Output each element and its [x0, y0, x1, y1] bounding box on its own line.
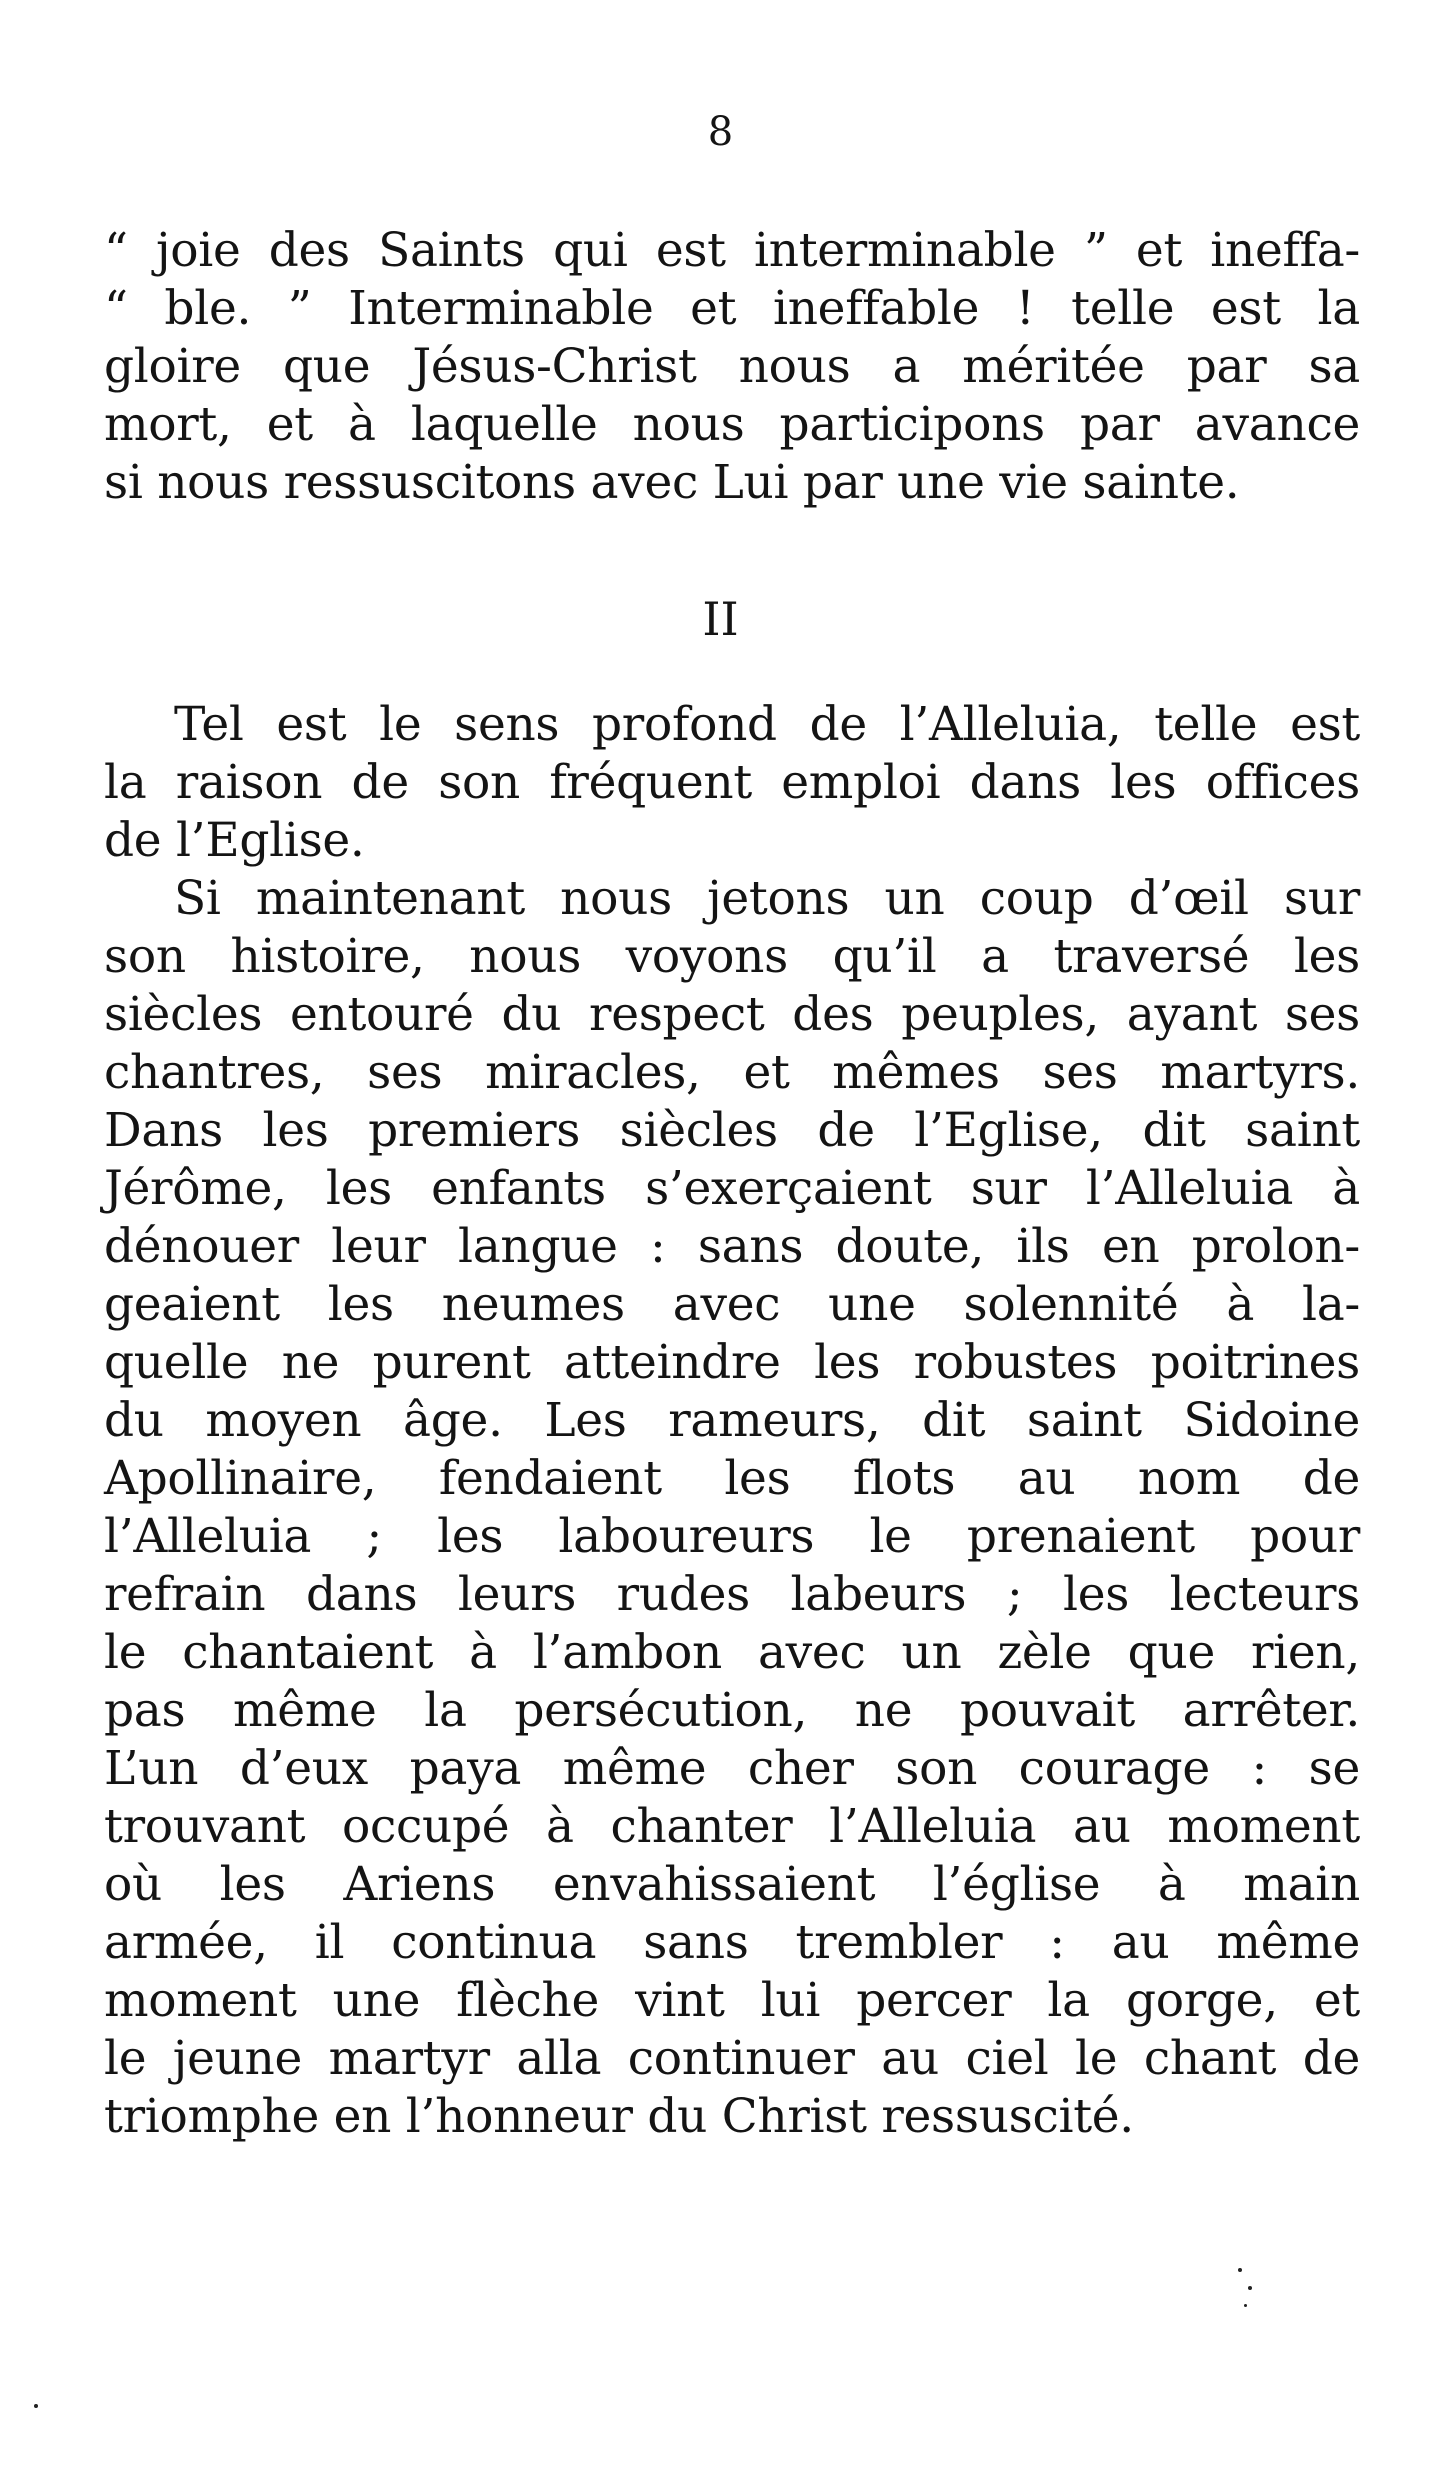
- body-text: [104, 696, 1360, 2146]
- print-speck: [1248, 2286, 1252, 2290]
- text-line: siècles entouré du respect des peuples, ayant ses: [104, 987, 1360, 1042]
- text-line: triomphe en l’honneur du Christ ressuscité.: [104, 2089, 1134, 2144]
- text-line: Dans les premiers siècles de l’Eglise, dit saint: [104, 1103, 1360, 1158]
- text-line: son histoire, nous voyons qu’il a traversé les: [104, 929, 1360, 984]
- text-line: du moyen âge. Les rameurs, dit saint Sidoine: [104, 1393, 1360, 1448]
- print-speck: [34, 2404, 38, 2408]
- text-line: si nous ressuscitons avec Lui par une vie sainte.: [104, 455, 1240, 510]
- paragraph-continuation: [104, 222, 1360, 512]
- text-line: quelle ne purent atteindre les robustes poitrines: [104, 1335, 1360, 1390]
- text-line: dénouer leur langue : sans doute, ils en prolon-: [104, 1219, 1360, 1274]
- text-line: de l’Eglise.: [104, 813, 365, 868]
- text-line: “ joie des Saints qui est interminable ” et ineffa-: [104, 223, 1360, 278]
- text-line: “ ble. ” Interminable et ineffable ! telle est la: [104, 281, 1360, 336]
- text-line: refrain dans leurs rudes labeurs ; les lecteurs: [104, 1567, 1360, 1622]
- text-line: L’un d’eux paya même cher son courage : se: [104, 1741, 1360, 1796]
- text-line: Apollinaire, fendaient les flots au nom de: [104, 1451, 1360, 1506]
- text-line: l’Alleluia ; les laboureurs le prenaient pour: [104, 1509, 1360, 1564]
- text-line: Jérôme, les enfants s’exerçaient sur l’Alleluia à: [104, 1161, 1360, 1216]
- text-line: geaient les neumes avec une solennité à la-: [104, 1277, 1360, 1332]
- text-line: moment une flèche vint lui percer la gorge, et: [104, 1973, 1360, 2028]
- text-line: Tel est le sens profond de l’Alleluia, telle est: [174, 697, 1360, 752]
- text-line: armée, il continua sans trembler : au même: [104, 1915, 1360, 1970]
- text-line: trouvant occupé à chanter l’Alleluia au moment: [104, 1799, 1360, 1854]
- text-line: pas même la persécution, ne pouvait arrêter.: [104, 1683, 1360, 1738]
- text-line: la raison de son fréquent emploi dans les offices: [104, 755, 1360, 810]
- text-line: gloire que Jésus-Christ nous a méritée par sa: [104, 339, 1360, 394]
- section-heading: II: [702, 592, 739, 646]
- text-line: chantres, ses miracles, et mêmes ses martyrs.: [104, 1045, 1360, 1100]
- print-speck: [1238, 2268, 1242, 2272]
- print-speck: [1244, 2304, 1247, 2307]
- text-line: le chantaient à l’ambon avec un zèle que rien,: [104, 1625, 1360, 1680]
- text-line: le jeune martyr alla continuer au ciel le chant de: [104, 2031, 1360, 2086]
- page-number: 8: [707, 109, 734, 155]
- text-line: où les Ariens envahissaient l’église à main: [104, 1857, 1360, 1912]
- text-line: mort, et à laquelle nous participons par avance: [104, 397, 1360, 452]
- text-line: Si maintenant nous jetons un coup d’œil sur: [174, 871, 1360, 926]
